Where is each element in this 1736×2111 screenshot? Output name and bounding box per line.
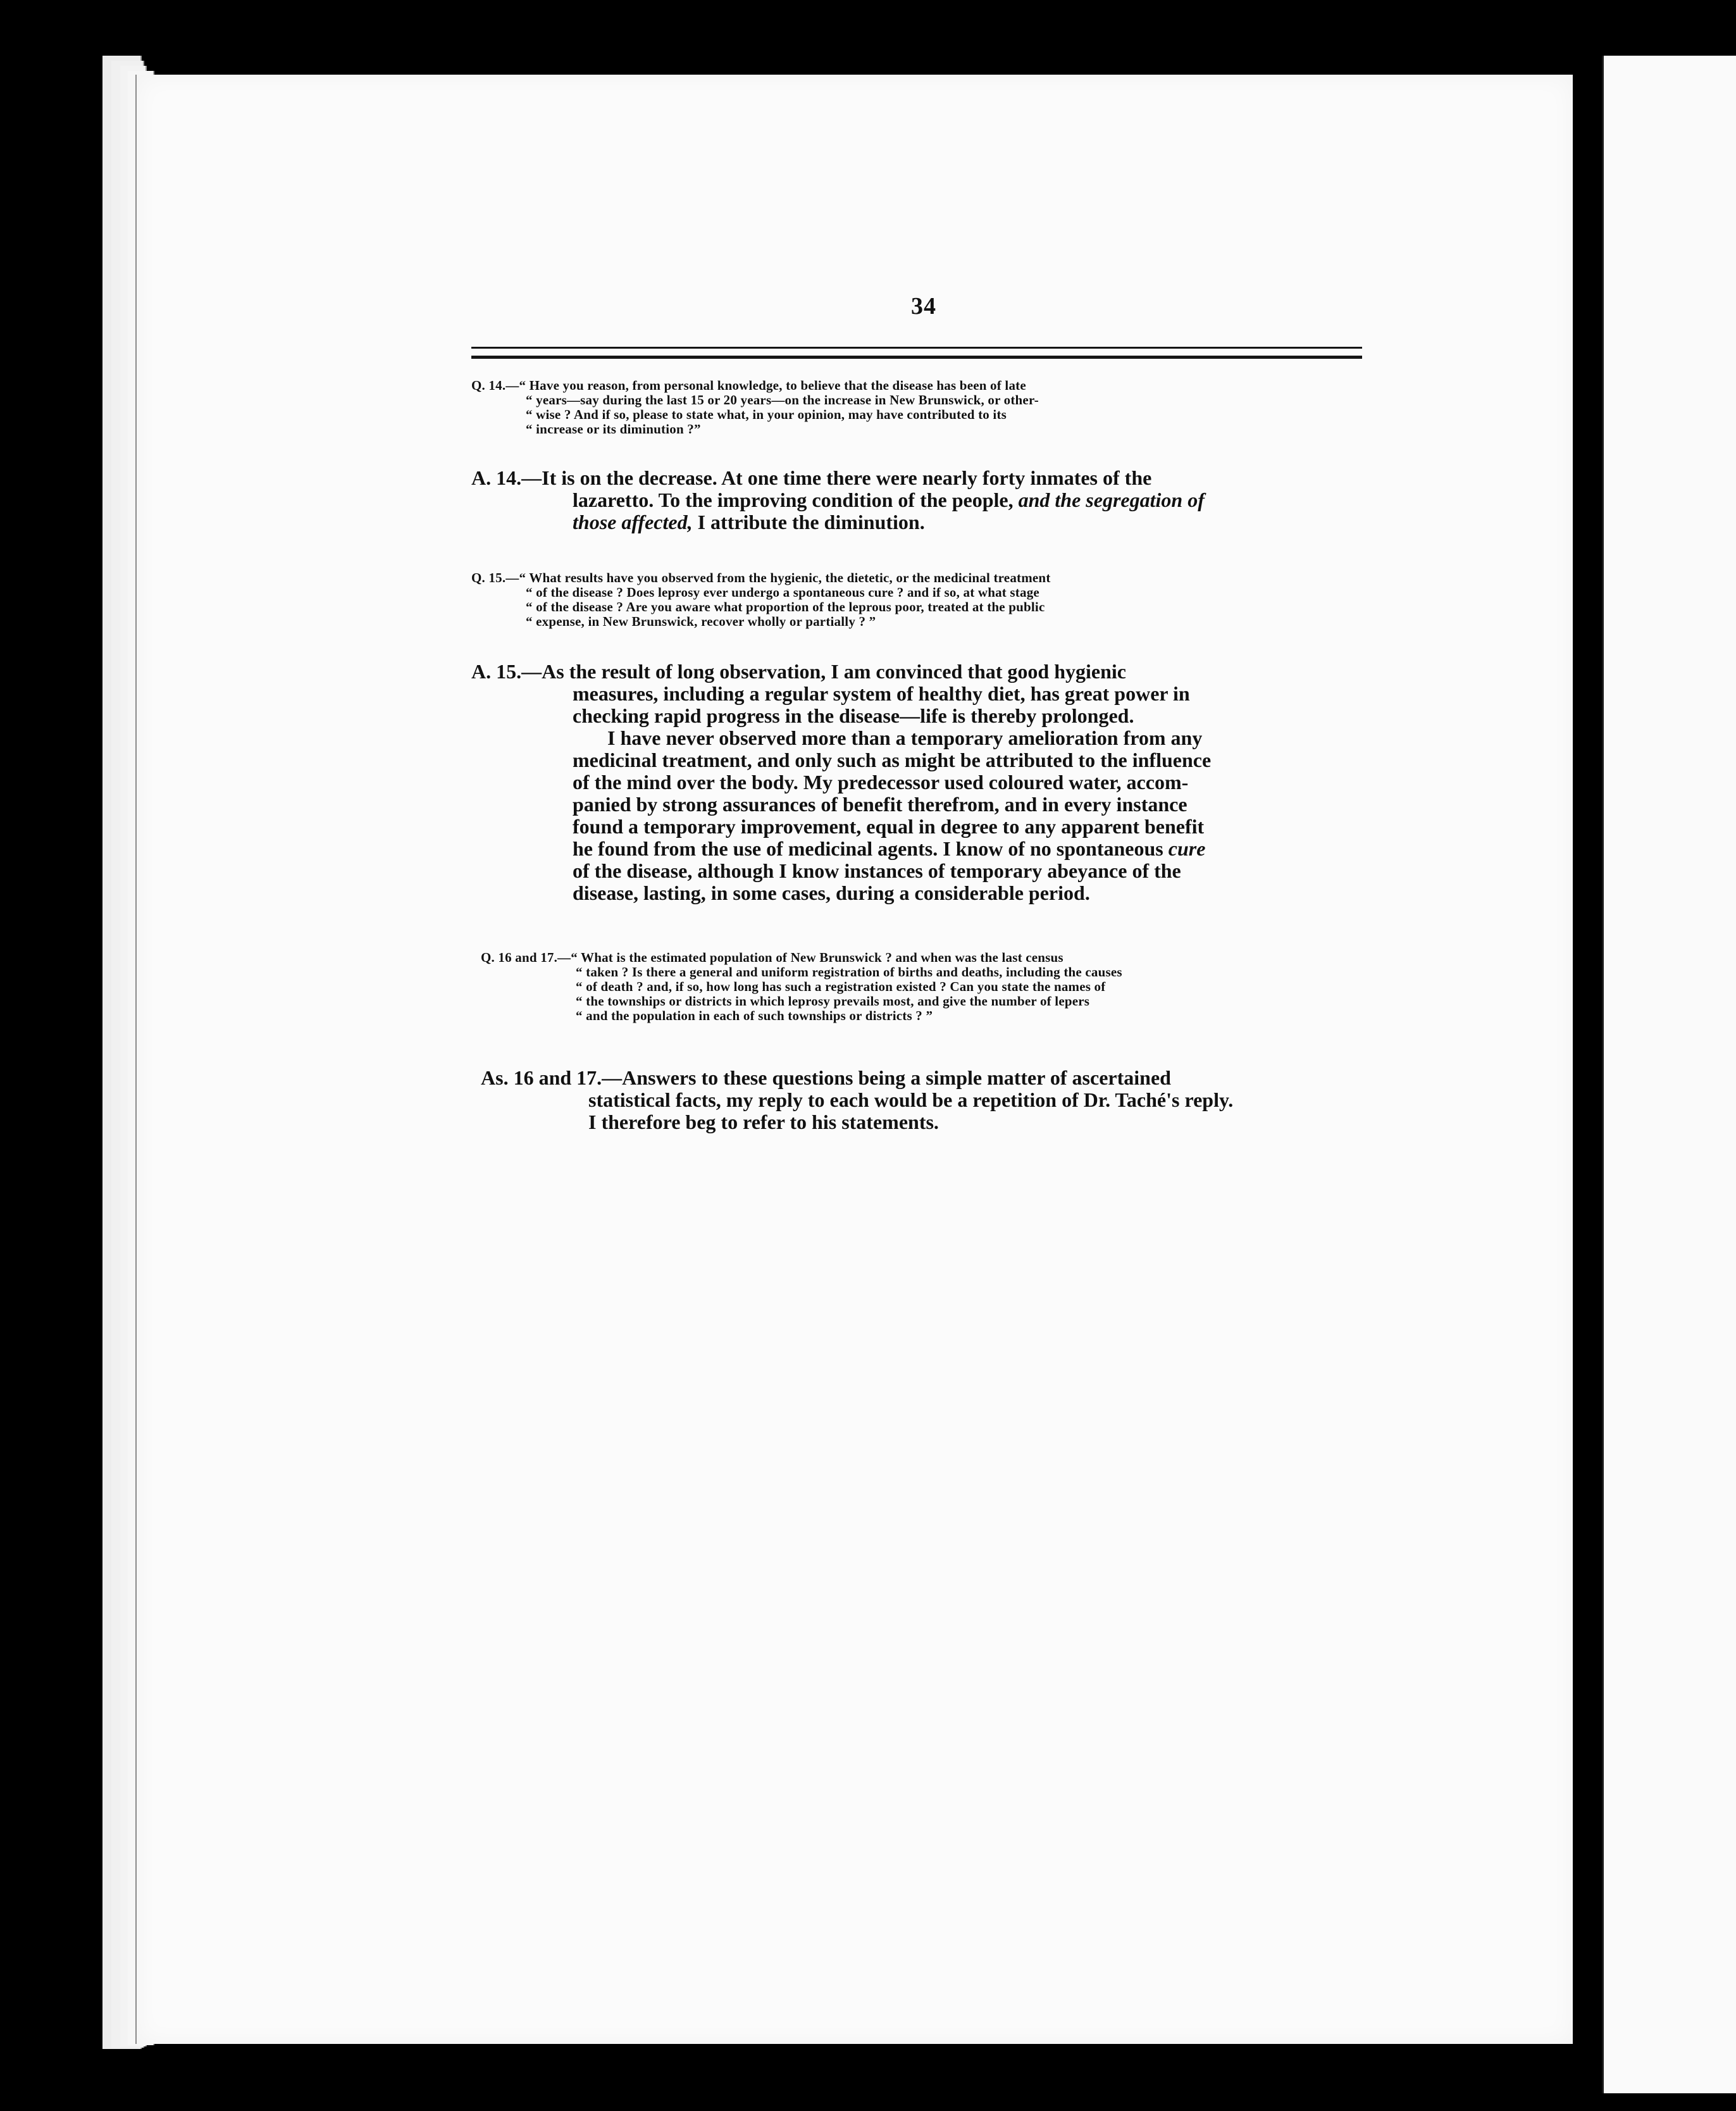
text-run: he found from the use of medicinal agents. I know of no spontaneous xyxy=(573,837,1169,860)
text-line: “ taken ? Is there a general and uniform registration of births and deaths, including the causes xyxy=(576,964,1122,980)
book-page xyxy=(135,75,1573,2044)
answer-15 xyxy=(471,661,1370,904)
header-rule xyxy=(471,356,1362,359)
italic-run: cure xyxy=(1168,837,1206,860)
text-line xyxy=(471,838,1370,860)
text-line xyxy=(471,489,1370,511)
text-line: I have never observed more than a temporary amelioration from any xyxy=(607,726,1203,749)
text-line: “ of death ? and, if so, how long has such a registration existed ? Can you state the names of xyxy=(576,979,1106,994)
text-run: I attribute the diminution. xyxy=(692,511,925,533)
text-line: found a temporary improvement, equal in degree to any apparent benefit xyxy=(573,815,1205,838)
question-16-17 xyxy=(481,950,1379,1023)
answer-14 xyxy=(471,467,1370,533)
question-14 xyxy=(471,378,1370,437)
header-rule xyxy=(471,347,1362,349)
italic-run: those affected, xyxy=(573,511,693,533)
text-line: of the disease, although I know instances of temporary abeyance of the xyxy=(573,859,1181,882)
page-number: 34 xyxy=(911,293,936,320)
text-line: measures, including a regular system of healthy diet, has great power in xyxy=(573,682,1190,705)
text-run: lazaretto. To the improving condition of the people, xyxy=(573,489,1019,511)
text-line: “ wise ? And if so, please to state what, in your opinion, may have contributed to its xyxy=(526,407,1007,422)
text-line: Q. 16 and 17.—“ What is the estimated population of New Brunswick ? and when was the last census xyxy=(481,950,1063,965)
text-line: statistical facts, my reply to each would be a repetition of Dr. Taché's reply. xyxy=(588,1088,1234,1111)
text-line: disease, lasting, in some cases, during a considerable period. xyxy=(573,881,1090,904)
text-line: I therefore beg to refer to his statements. xyxy=(588,1111,939,1133)
text-line: “ of the disease ? Does leprosy ever undergo a spontaneous cure ? and if so, at what stage xyxy=(526,585,1039,600)
text-line: checking rapid progress in the disease—life is thereby prolonged. xyxy=(573,704,1134,727)
text-line: Q. 15.—“ What results have you observed from the hygienic, the dietetic, or the medicinal treatment xyxy=(471,570,1051,585)
text-line: A. 15.—As the result of long observation, I am convinced that good hygienic xyxy=(471,660,1126,683)
text-line: “ the townships or districts in which leprosy prevails most, and give the number of lepers xyxy=(576,993,1090,1009)
text-line: panied by strong assurances of benefit therefrom, and in every instance xyxy=(573,793,1187,816)
text-line: “ expense, in New Brunswick, recover wholly or partially ? ” xyxy=(526,614,876,629)
text-line: As. 16 and 17.—Answers to these questions being a simple matter of ascertained xyxy=(481,1066,1171,1089)
text-line: of the mind over the body. My predecessor used coloured water, accom- xyxy=(573,771,1189,794)
text-line: medicinal treatment, and only such as might be attributed to the influence xyxy=(573,749,1212,771)
text-line: “ of the disease ? Are you aware what proportion of the leprous poor, treated at the public xyxy=(526,599,1045,614)
text-line: “ increase or its diminution ?” xyxy=(526,421,701,437)
text-line: Q. 14.—“ Have you reason, from personal knowledge, to believe that the disease has been of late xyxy=(471,378,1026,393)
question-15 xyxy=(471,571,1370,629)
facing-page-edge xyxy=(1602,56,1736,2093)
answer-16-17 xyxy=(481,1067,1379,1133)
text-line: “ and the population in each of such townships or districts ? ” xyxy=(576,1008,933,1023)
text-line: “ years—say during the last 15 or 20 years—on the increase in New Brunswick, or other- xyxy=(526,392,1039,408)
italic-run: and the segregation of xyxy=(1018,489,1205,511)
text-line: A. 14.—It is on the decrease. At one time there were nearly forty inmates of the xyxy=(471,466,1152,489)
text-line xyxy=(471,511,1370,533)
